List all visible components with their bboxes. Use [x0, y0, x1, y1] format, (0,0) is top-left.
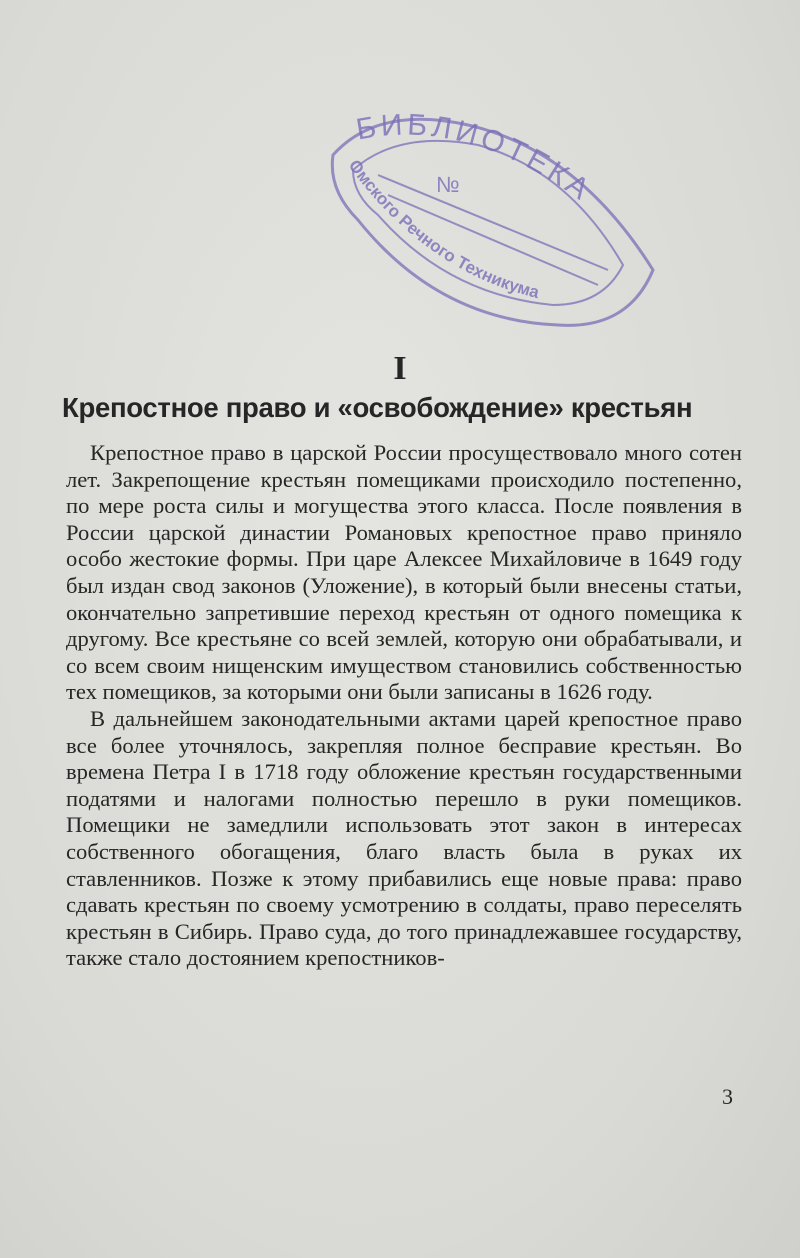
- stamp-bottom-text: Омского Речного Техникума: [344, 156, 542, 303]
- stamp-top-text: БИБЛИОТЕКА: [353, 108, 599, 209]
- paragraph: В дальнейшем законодательными актами царей крепостное право все более уточнялось, закрепляя полное бесправие крестьян. Во времена Петра I в 1718 году обложение крестьян государственными податями и налогами полностью перешло в руки помещиков. Помещики не замедлили использовать этот закон в интересах собственного обогащения, благо власть была в руках их ставленников. Позже к этому прибавились еще новые права: право сдавать крестьян по своему усмотрению в солдаты, право переселять крестьян в Сибирь. Право суда, до того принадлежавшее государству, также стало достоянием крепостников-: [66, 705, 742, 971]
- library-stamp: [318, 100, 668, 340]
- svg-text:БИБЛИОТЕКА: [354, 108, 598, 208]
- chapter-number: I: [393, 350, 407, 387]
- body-text: [66, 440, 742, 972]
- page-number: 3: [722, 1084, 733, 1109]
- paragraph: Крепостное право в царской России просуществовало много сотен лет. Закрепощение крестьян помещиками происходило постепенно, по мере роста силы и могущества этого класса. После появления в России царской династии Романовых крепостное право приняло особо жестокие формы. При царе Алексее Михайловиче в 1649 году был издан свод законов (Уложение), в который были внесены статьи, окончательно запретившие переход крестьян от одного помещика к другому. Все крестьяне со всей землей, которую они обрабатывали, и со всем своим нищенским имуществом становились собственностью тех помещиков, за которыми они были записаны в 1626 году.: [66, 440, 742, 705]
- chapter-title: Крепостное право и «освобождение» крестьян: [62, 392, 693, 423]
- stamp-number-text: №: [436, 172, 460, 197]
